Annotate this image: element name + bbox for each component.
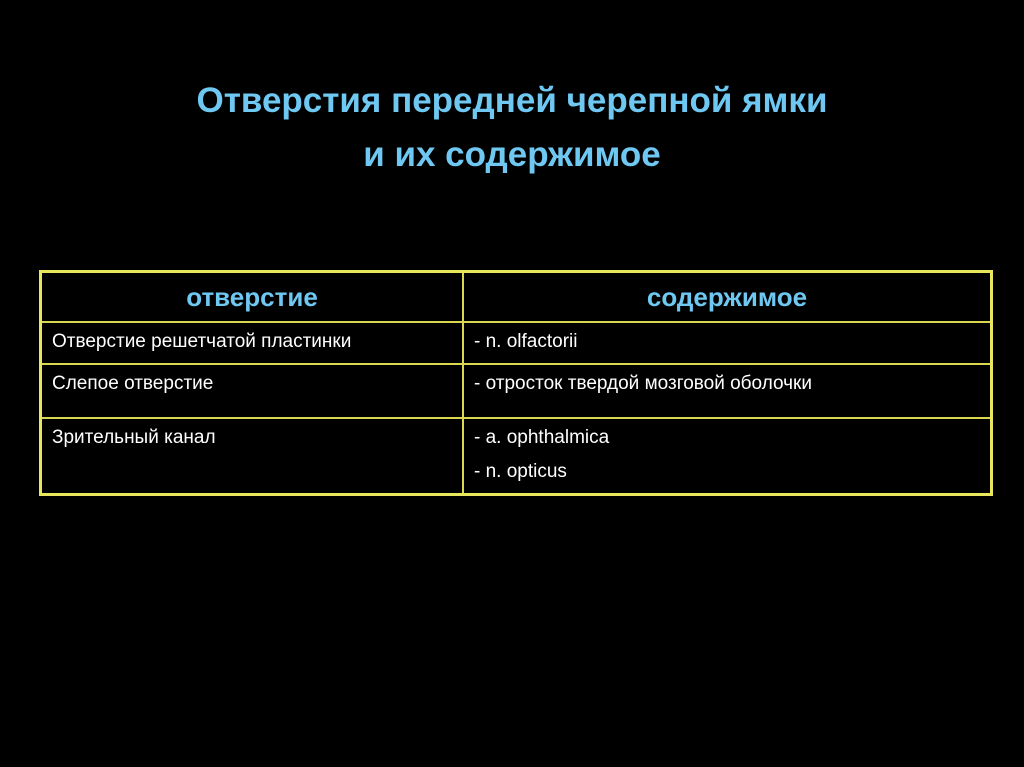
foramina-table [39,270,993,496]
header-contents: содержимое [463,272,992,323]
cell-opening: Зрительный канал [41,418,464,495]
contents-item: - отросток твердой мозговой оболочки [474,373,812,394]
contents-item: - n. olfactorii [474,331,578,352]
header-opening: отверстие [41,272,464,323]
slide-title-line-2: и их содержимое [363,135,661,174]
table-row [41,322,992,364]
table-row [41,418,992,495]
cell-contents [463,322,992,364]
contents-item: - a. ophthalmica [474,427,610,448]
table-row [41,364,992,418]
slide-title-line-1: Отверстия передней черепной ямки [196,81,828,120]
cell-opening: Слепое отверстие [41,364,464,418]
cell-contents [463,418,992,495]
contents-item: - n. opticus [474,461,567,482]
cell-opening: Отверстие решетчатой пластинки [41,322,464,364]
table-header-row [41,272,992,323]
slide-title [0,74,1024,182]
cell-contents [463,364,992,418]
